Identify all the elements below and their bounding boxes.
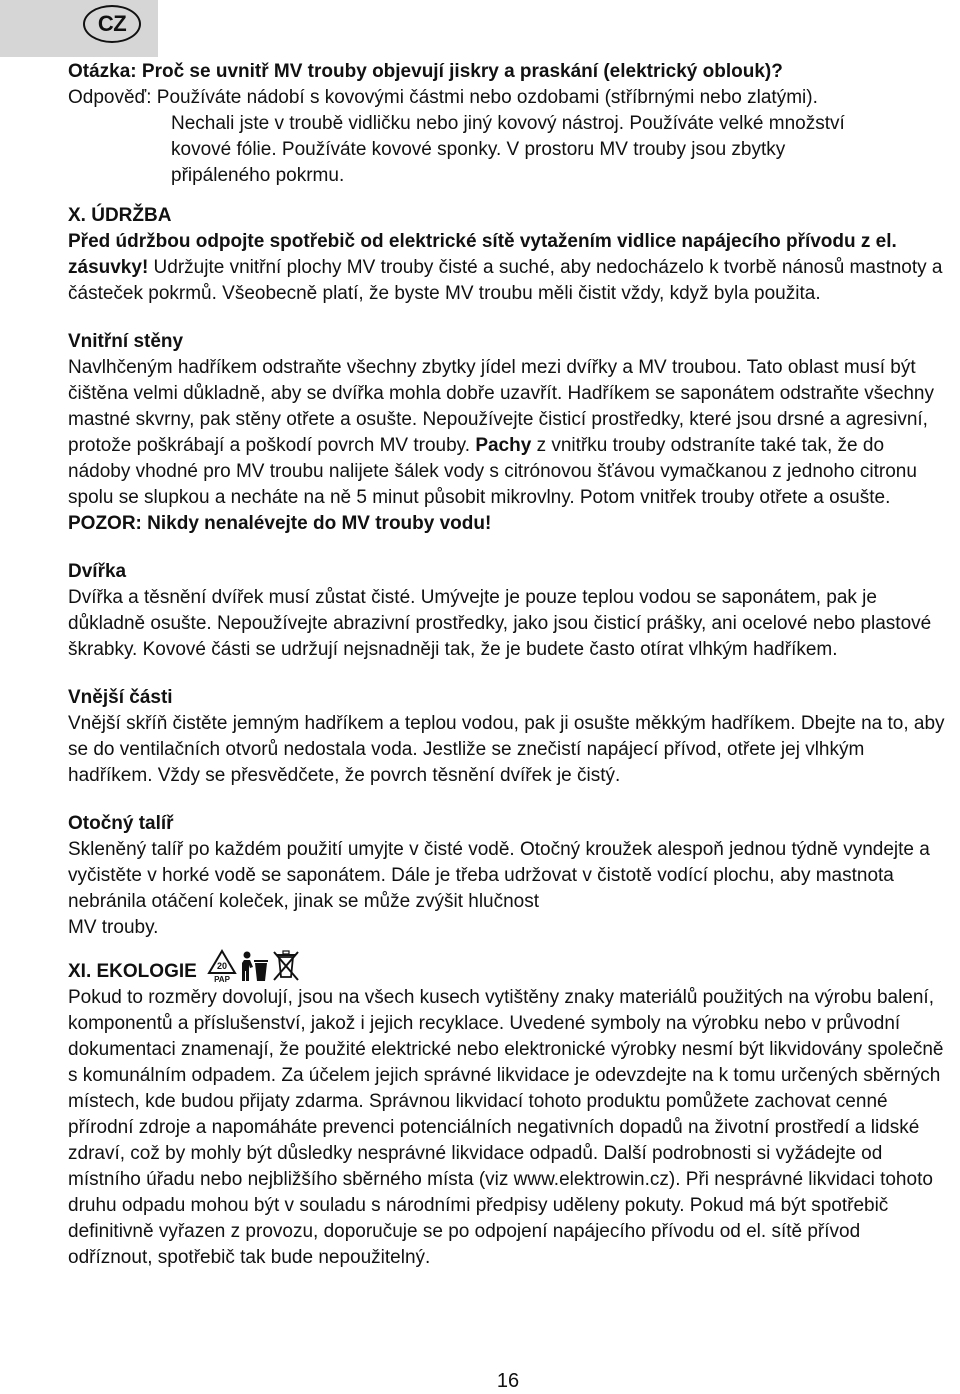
- inner-walls-title: Vnitřní stěny: [68, 331, 184, 352]
- page-number: 16: [496, 1370, 520, 1392]
- door-title: Dvířka: [68, 561, 127, 582]
- page-content: [68, 59, 948, 1271]
- faq-question: Otázka: Proč se uvnitř MV trouby objevují jiskry a praskání (elektrický oblouk)?: [68, 61, 783, 82]
- turntable-last-line: MV trouby.: [68, 917, 159, 938]
- crossed-bin-icon: [271, 949, 301, 983]
- door-text: Dvířka a těsnění dvířek musí zůstat čisté. Umývejte je pouze teplou vodou se saponátem, pak je důkladně osušte. Nepoužívejte abrazivní prostředky, jako jsou čisticí prášky, ani ocelové nebo plastové škrabky. Kovové části se udržují nejsnadněji tak, že je budete často otírat vlhkým hadříkem.: [68, 587, 932, 660]
- ecology-title: XI. EKOLOGIE: [68, 961, 197, 982]
- ecology-symbols: [207, 949, 301, 983]
- ecology-header: [68, 947, 948, 985]
- odors-label: Pachy: [475, 435, 532, 456]
- turntable-text: Skleněný talíř po každém použití umyjte v čisté vodě. Otočný kroužek alespoň jednou týdně vyndejte a vyčistěte v horké vodě se saponátem. Dále je třeba udržovat v čistotě vodící plochu, aby mastnota nebránila otáčení koleček, jinak se může zvýšit hlučnost: [68, 839, 930, 912]
- maintenance-paragraph: [68, 229, 948, 307]
- recycle-code: PAP: [213, 975, 230, 983]
- odors-text: z vnitřku trouby odstraníte také tak, že do nádoby vhodné pro MV troubu nalijete šálek vody s citrónovou šťávou vymačkanou z jednoho citronu spolu se slupkou a necháte na ně 5 minut působit mikrovlny. Potom vnitřek trouby otřete a osušte.: [68, 435, 917, 508]
- language-tab: [0, 0, 158, 57]
- language-badge: CZ: [83, 5, 141, 43]
- maintenance-title: X. ÚDRŽBA: [68, 205, 172, 226]
- answer-rest: Nechali jste v troubě vidličku nebo jiný kovový nástroj. Používáte velké množství kovové fólie. Používáte kovové sponky. V prostoru MV trouby jsou zbytky připáleného pokrmu.: [171, 113, 845, 186]
- answer-first-line: Používáte nádobí s kovovými částmi nebo ozdobami (stříbrnými nebo zlatými).: [151, 87, 818, 108]
- inner-walls-paragraph: [68, 355, 948, 511]
- recycle-pap-20-icon: [207, 949, 237, 983]
- faq-answer: [68, 85, 948, 189]
- maintenance-warning: Před údržbou odpojte spotřebič od elektrické sítě vytažením vidlice napájecího přívodu z el. zásuvky!: [68, 231, 897, 278]
- outer-parts-text: Vnější skříň čistěte jemným hadříkem a teplou vodou, pak ji osušte měkkým hadříkem. Dbejte na to, aby se do ventilačních otvorů nedostala voda. Jestliže se znečistí napájecí přívod, otřete jej vlhkým hadříkem. Vždy se přesvědčete, že povrch těsnění dvířek je čistý.: [68, 713, 945, 786]
- inner-walls-warning: POZOR: Nikdy nenalévejte do MV trouby vodu!: [68, 513, 492, 534]
- recycle-number: 20: [216, 961, 227, 971]
- maintenance-text: Udržujte vnitřní plochy MV trouby čisté a suché, aby nedocházelo k tvorbě nánosů mastnoty a částeček pokrmů. Všeobecně platí, že byste MV troubu měli čistit vždy, když byla použita.: [68, 257, 943, 304]
- answer-label: Odpověď:: [68, 87, 152, 108]
- outer-parts-title: Vnější části: [68, 687, 173, 708]
- inner-walls-text: Navlhčeným hadříkem odstraňte všechny zbytky jídel mezi dvířky a MV troubou. Tato oblast musí být čištěna velmi důkladně, aby se dvířka mohla dobře uzavřít. Hadříkem se saponátem odstraňte všechny mastné skvrny, pak stěny otřete a osušte. Nepoužívejte čisticí prostředky, které jsou drsné a agresivní, protože poškrábají a poškodí povrch MV trouby.: [68, 357, 934, 456]
- tidyman-icon: [239, 949, 269, 983]
- ecology-text: Pokud to rozměry dovolují, jsou na všech kusech vytištěny znaky materiálů použitých na výrobu balení, komponentů a příslušenství, jakož i jejich recyklace. Uvedené symboly na výrobku nebo v průvodní dokumentaci znamenají, že použité elektrické nebo elektronické výrobky nesmí být likvidovány společně s komunálním odpadem. Za účelem jejich správné likvidace je odevzdejte na k tomu určených sběrných místech, kde budou přijaty zdarma. Správnou likvidací tohoto produktu pomůžete zachovat cenné přírodní zdroje a napomáháte prevenci potenciálních negativních dopadů na životní prostředí a lidské zdraví, což by mohly být důsledky nesprávné likvidace odpadů. Další podrobnosti si vyžádejte od místního úřadu nebo nejbližšího sběrného místa (viz www.elektrowin.cz). Při nesprávné likvidaci tohoto druhu odpadu mohou být v souladu s národními předpisy uděleny pokuty. Pokud má být spotřebič definitivně vyřazen z provozu, doporučuje se po odpojení napájecího přívodu od el. sítě přívod odříznout, spotřebič tak bude nepoužitelný.: [68, 987, 944, 1268]
- turntable-title: Otočný talíř: [68, 813, 174, 834]
